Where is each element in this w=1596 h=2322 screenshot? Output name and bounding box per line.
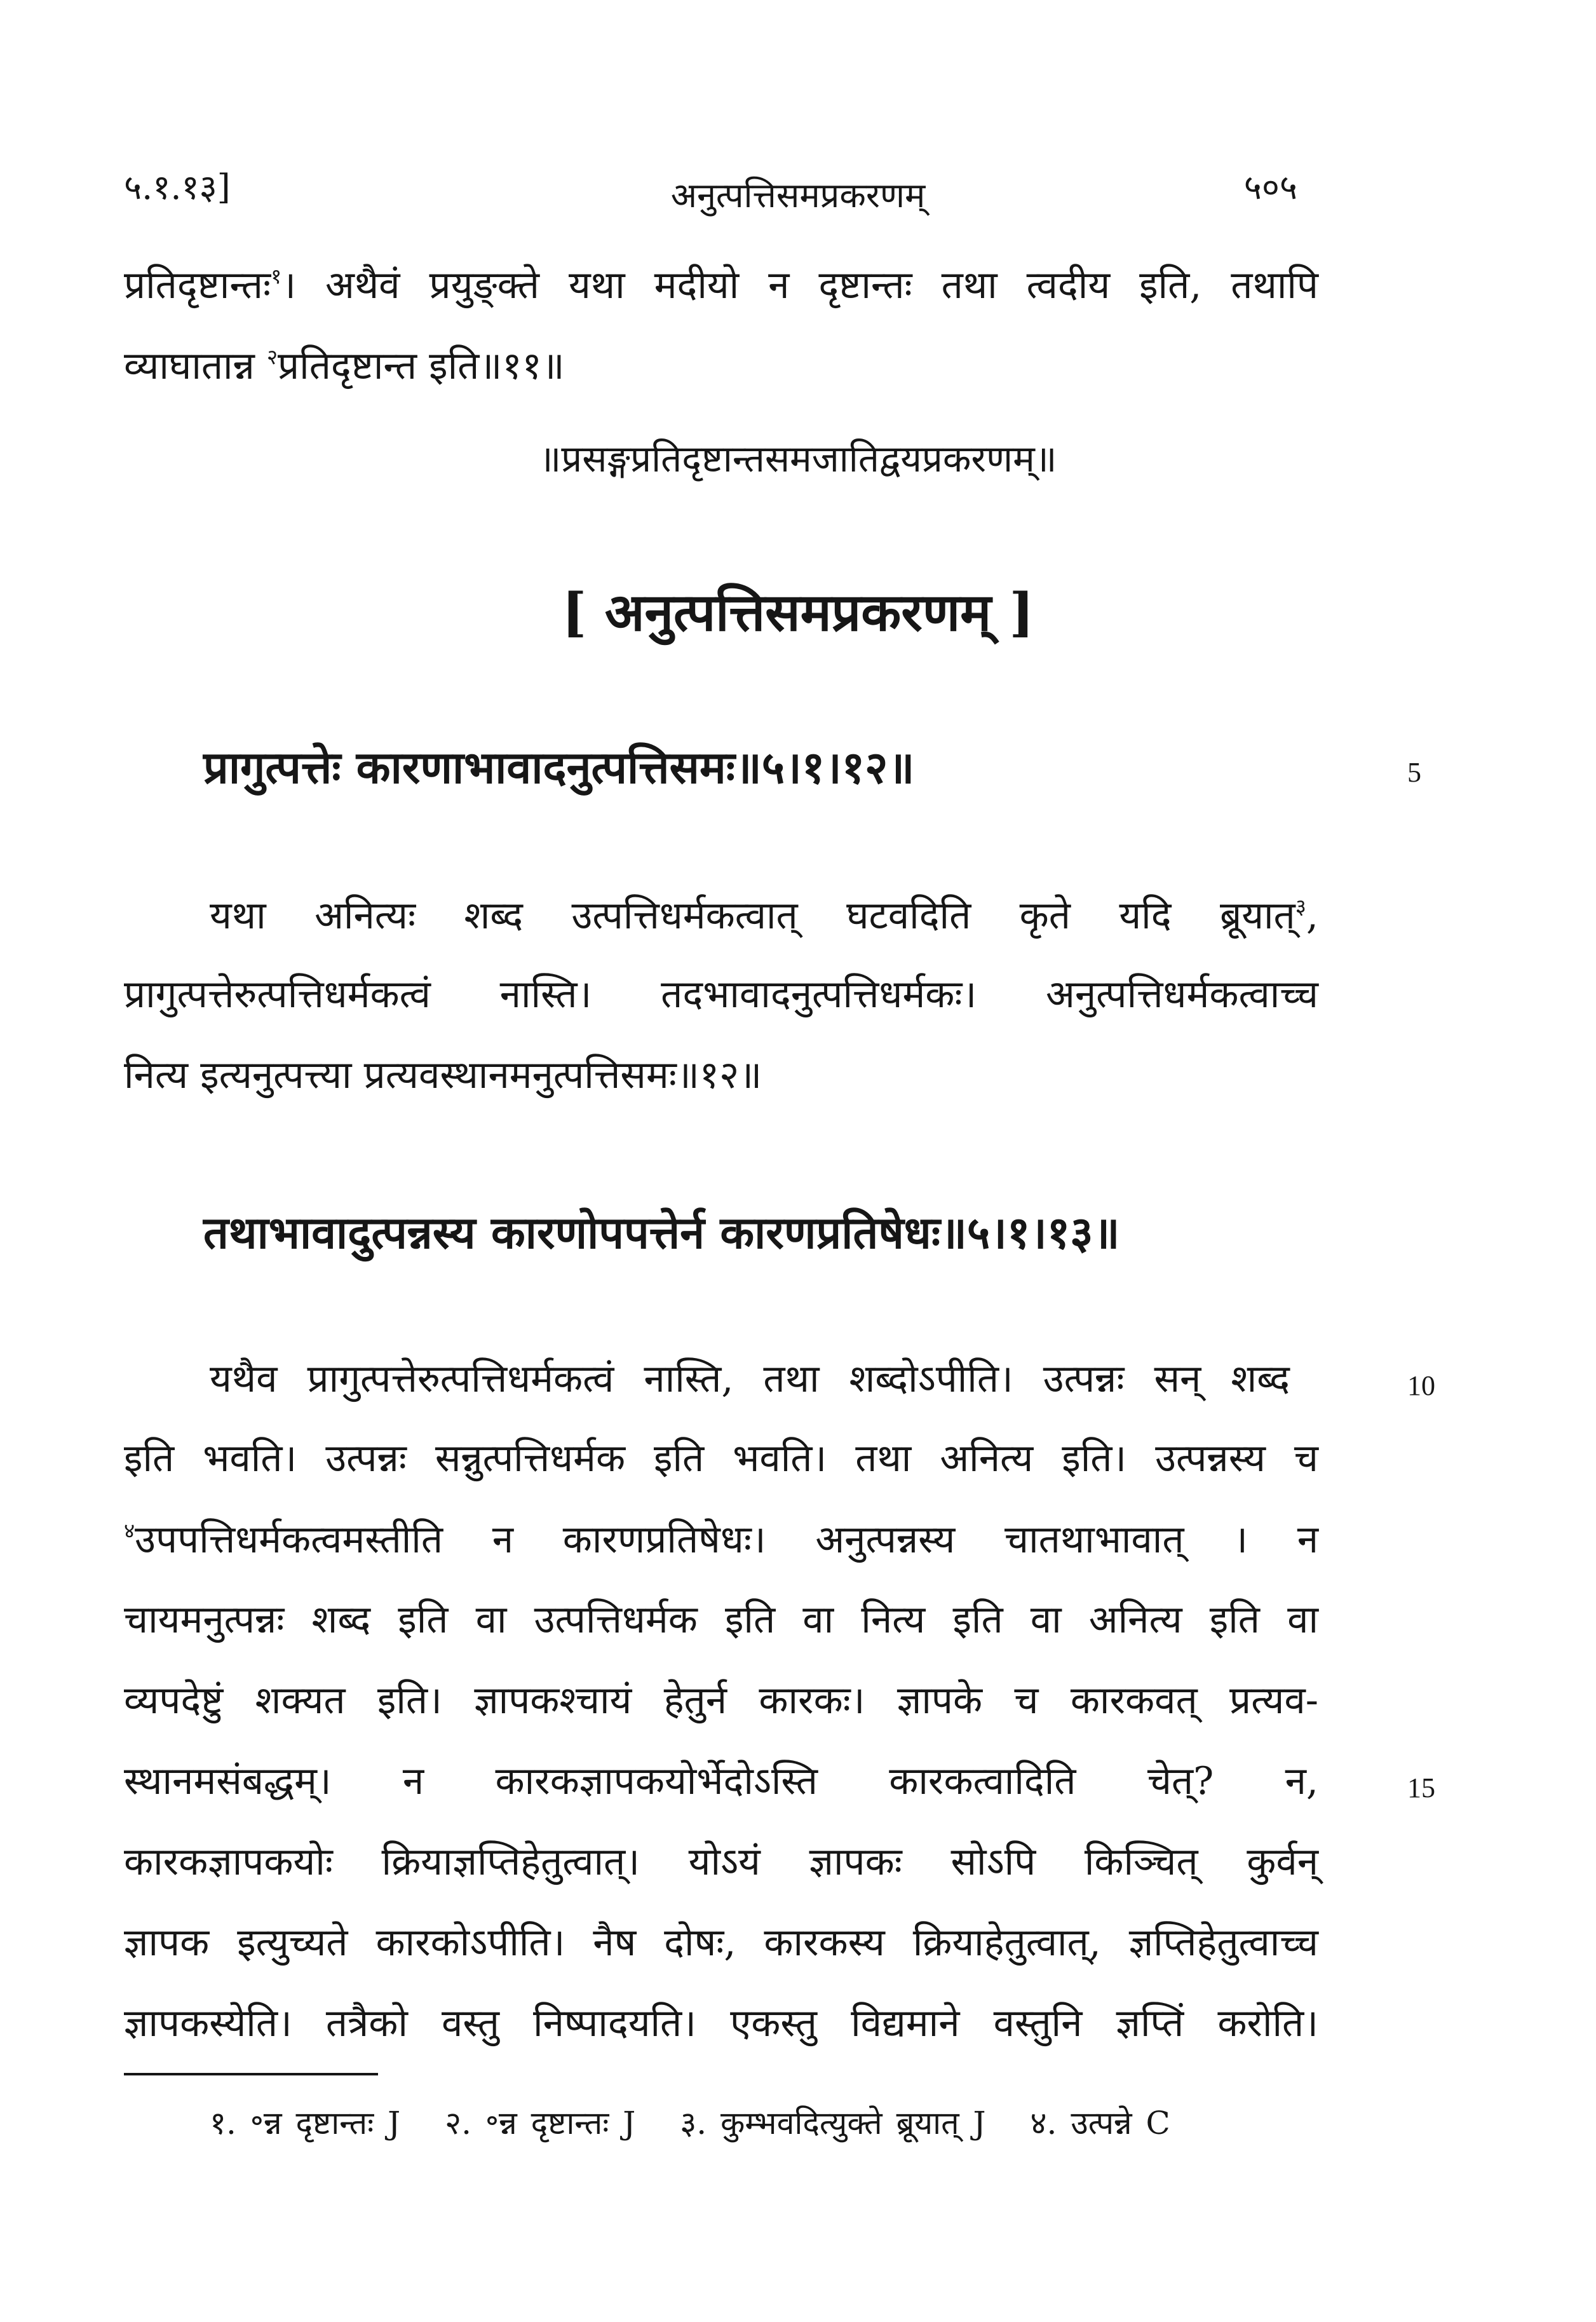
running-header-title: अनुत्पत्तिसमप्रकरणम् bbox=[670, 175, 926, 215]
commentary-13-line-7: कारकज्ञापकयोः क्रियाज्ञप्तिहेतुत्वात्। योऽयं ज्ञापकः सोऽपि किञ्चित् कुर्वन् bbox=[124, 1840, 1318, 1884]
section-title: [ अनुत्पत्तिसमप्रकरणम् ] bbox=[562, 582, 1034, 643]
commentary-12-line-2: प्रागुत्पत्तेरुत्पत्तिधर्मकत्वं नास्ति। तदभावादनुत्पत्तिधर्मकः। अनुत्पत्तिधर्मकत्वाच्च bbox=[124, 972, 1318, 1017]
footnote-ref-1: १ bbox=[271, 264, 282, 289]
prev-section-closing-title: ॥प्रसङ्गप्रतिदृष्टान्तसमजातिद्वयप्रकरणम्॥ bbox=[539, 437, 1057, 480]
page-number: ५०५ bbox=[1243, 167, 1297, 207]
footnote-ref-4: ४ bbox=[124, 1518, 135, 1543]
commentary-13-line-8: ज्ञापक इत्युच्यते कारकोऽपीति। नैष दोषः, कारकस्य क्रियाहेतुत्वात्, ज्ञप्तिहेतुत्वाच्च bbox=[124, 1920, 1318, 1965]
sutra-5-1-12: प्रागुत्पत्तेः कारणाभावादनुत्पत्तिसमः॥५।१।१२॥ bbox=[203, 741, 915, 794]
footnotes bbox=[210, 2100, 1170, 2143]
commentary-13-line-4: चायमनुत्पन्नः शब्द इति वा उत्पत्तिधर्मक इति वा नित्य इति वा अनित्य इति वा bbox=[124, 1598, 1318, 1642]
commentary-13-line-5: व्यपदेष्टुं शक्यत इति। ज्ञापकश्चायं हेतुर्न कारकः। ज्ञापके च कारकवत् प्रत्यव- bbox=[124, 1678, 1318, 1723]
commentary-13-line-6: स्थानमसंबद्धम्। न कारकज्ञापकयोर्भेदोऽस्ति कारकत्वादिति चेत्? न, bbox=[124, 1759, 1318, 1803]
commentary-13-line-9: ज्ञापकस्येति। तत्रैको वस्तु निष्पादयति। एकस्तु विद्यमाने वस्तुनि ज्ञप्तिं करोति। bbox=[124, 2001, 1318, 2046]
footnote-ref-3: ३ bbox=[1295, 894, 1306, 919]
prev-section-line-1: प्रतिदृष्टान्तः$^१$। अथैवं प्रयुङ्क्ते यथा मदीयो न दृष्टान्तः तथा त्वदीय इति, तथापि bbox=[124, 263, 1318, 308]
running-header-left: ५.१.१३] bbox=[124, 167, 231, 207]
footnote-divider bbox=[124, 2073, 378, 2075]
commentary-12-line-1: यथा अनित्यः शब्द उत्पत्तिधर्मकत्वात् घटवदिति कृते यदि ब्रूयात्$^३$, bbox=[210, 893, 1318, 939]
commentary-13-line-2: इति भवति। उत्पन्नः सन्नुत्पत्तिधर्मक इति भवति। तथा अनित्य इति। उत्पन्नस्य च bbox=[124, 1436, 1318, 1481]
footnote-ref-2: २ bbox=[266, 344, 278, 369]
commentary-13-line-3: $^४$उपपत्तिधर्मकत्वमस्तीति न कारणप्रतिषेधः। अनुत्पन्नस्य चातथाभावात् । न bbox=[124, 1517, 1318, 1563]
footnote-4: ४. उत्पन्ने C bbox=[1030, 2105, 1170, 2142]
commentary-13-line-1: यथैव प्रागुत्पत्तेरुत्पत्तिधर्मकत्वं नास्ति, तथा शब्दोऽपीति। उत्पन्नः सन् शब्द bbox=[210, 1357, 1290, 1401]
footnote-1: १. ॰न्न दृष्टान्तः J bbox=[210, 2105, 401, 2142]
commentary-12-line-3: नित्य इत्यनुत्पत्त्या प्रत्यवस्थानमनुत्पत्तिसमः॥१२॥ bbox=[124, 1053, 762, 1097]
line-number-10: 10 bbox=[1407, 1370, 1435, 1401]
footnote-3: ३. कुम्भवदित्युक्ते ब्रूयात् J bbox=[680, 2105, 986, 2142]
sutra-5-1-13: तथाभावादुत्पन्नस्य कारणोपपत्तेर्न कारणप्रतिषेधः॥५।१।१३॥ bbox=[203, 1206, 1120, 1259]
line-number-15: 15 bbox=[1407, 1772, 1435, 1803]
footnote-2: २. ॰न्न दृष्टान्तः J bbox=[445, 2105, 636, 2142]
line-number-5: 5 bbox=[1407, 757, 1421, 788]
prev-section-line-2: व्याघातान्न $^२$प्रतिदृष्टान्त इति॥११॥ bbox=[124, 344, 565, 389]
